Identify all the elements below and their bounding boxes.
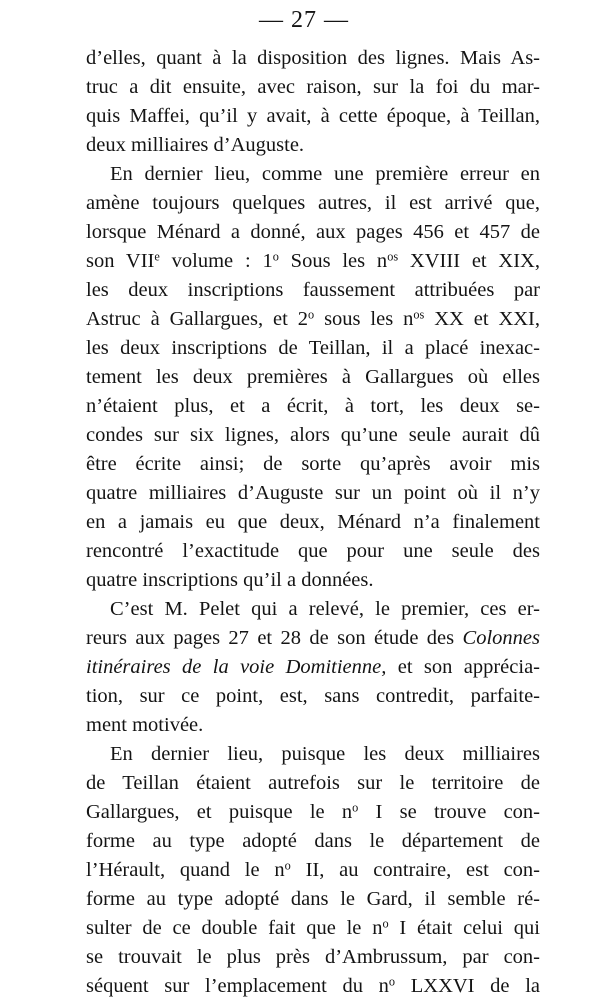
text-line — [86, 305, 540, 334]
text-line: n’étaient plus, et a écrit, à tort, les deux se- — [86, 395, 540, 417]
italic-title: Colonnes — [462, 627, 540, 649]
text-fragment: sous les n — [314, 308, 414, 330]
text-line: ment motivée. — [86, 714, 204, 736]
text-line: amène toujours quelques autres, il est arrivé que, — [86, 192, 540, 214]
text-line: en a jamais eu que deux, Ménard n’a finalement — [86, 511, 540, 533]
text-fragment: l’Hérault, quand le n — [86, 859, 285, 881]
text-fragment: XVIII et XIX, — [398, 250, 540, 272]
superscript: e — [154, 249, 160, 264]
text-fragment: Astruc à Gallargues, et 2 — [86, 308, 308, 330]
text-line: les deux inscriptions faussement attribuées par — [86, 279, 540, 301]
page-number: — 27 — — [259, 7, 349, 33]
text-fragment: et son apprécia- — [386, 656, 540, 678]
text-fragment: reurs aux pages 27 et 28 de son étude des — [86, 627, 463, 649]
superscript: o — [272, 249, 279, 264]
text-fragment: son VII — [86, 250, 155, 272]
text-line: condes sur six lignes, alors qu’une seule aurait dû — [86, 424, 540, 446]
text-fragment: LXXVI de la — [395, 975, 540, 997]
superscript: o — [308, 307, 315, 322]
text-fragment: I était celui qui — [388, 917, 540, 939]
text-line — [86, 856, 540, 885]
text-line — [86, 247, 540, 276]
text-line: truc a dit ensuite, avec raison, sur la foi du mar- — [86, 76, 540, 98]
text-fragment: Gallargues, et puisque le n — [86, 801, 353, 823]
text-line: se trouvait le plus près d’Ambrussum, par con- — [86, 946, 540, 968]
text-line: forme au type adopté dans le département de — [86, 830, 540, 852]
text-fragment: volume : 1 — [159, 250, 273, 272]
text-fragment: sulter de ce double fait que le n — [86, 917, 383, 939]
text-fragment: II, au contraire, est con- — [290, 859, 540, 881]
superscript: o — [382, 916, 389, 931]
text-line — [86, 972, 540, 1001]
text-line: de Teillan étaient autrefois sur le territoire de — [86, 772, 540, 794]
body-text — [86, 44, 540, 1001]
text-line: quatre inscriptions qu’il a données. — [86, 569, 374, 591]
text-line: quatre milliaires d’Auguste sur un point où il n’y — [86, 482, 540, 504]
text-line: quis Maffei, qu’il y avait, à cette époque, à Teillan, — [86, 105, 540, 127]
superscript: o — [388, 974, 396, 989]
text-line: les deux inscriptions de Teillan, il a placé inexac- — [86, 337, 540, 359]
text-line — [86, 653, 540, 682]
text-line: En dernier lieu, puisque les deux milliaires — [110, 743, 540, 765]
text-line: lorsque Ménard a donné, aux pages 456 et 457 de — [86, 221, 540, 243]
text-line: C’est M. Pelet qui a relevé, le premier, ces er- — [110, 598, 540, 620]
text-line: d’elles, quant à la disposition des lignes. Mais As- — [86, 47, 540, 69]
superscript: o — [284, 858, 291, 873]
text-line: En dernier lieu, comme une première erreur en — [110, 163, 540, 185]
text-fragment: I se trouve con- — [358, 801, 540, 823]
text-line: deux milliaires d’Auguste. — [86, 134, 305, 156]
text-line: rencontré l’exactitude que pour une seule des — [86, 540, 540, 562]
superscript: os — [387, 249, 399, 264]
text-fragment: Sous les n — [278, 250, 388, 272]
text-line — [86, 798, 540, 827]
superscript: o — [352, 800, 359, 815]
italic-title: itinéraires de la voie Domitienne, — [86, 656, 387, 678]
text-line: être écrite ainsi; de sorte qu’après avoir mis — [86, 453, 540, 475]
text-line: tement les deux premières à Gallargues où elles — [86, 366, 540, 388]
text-line: tion, sur ce point, est, sans contredit, parfaite- — [86, 685, 540, 707]
text-fragment: XX et XXI, — [424, 308, 540, 330]
superscript: os — [413, 307, 425, 322]
text-line — [86, 624, 540, 653]
text-line: forme au type adopté dans le Gard, il semble ré- — [86, 888, 540, 910]
text-fragment: séquent sur l’emplacement du n — [86, 975, 389, 997]
text-line — [86, 914, 540, 943]
